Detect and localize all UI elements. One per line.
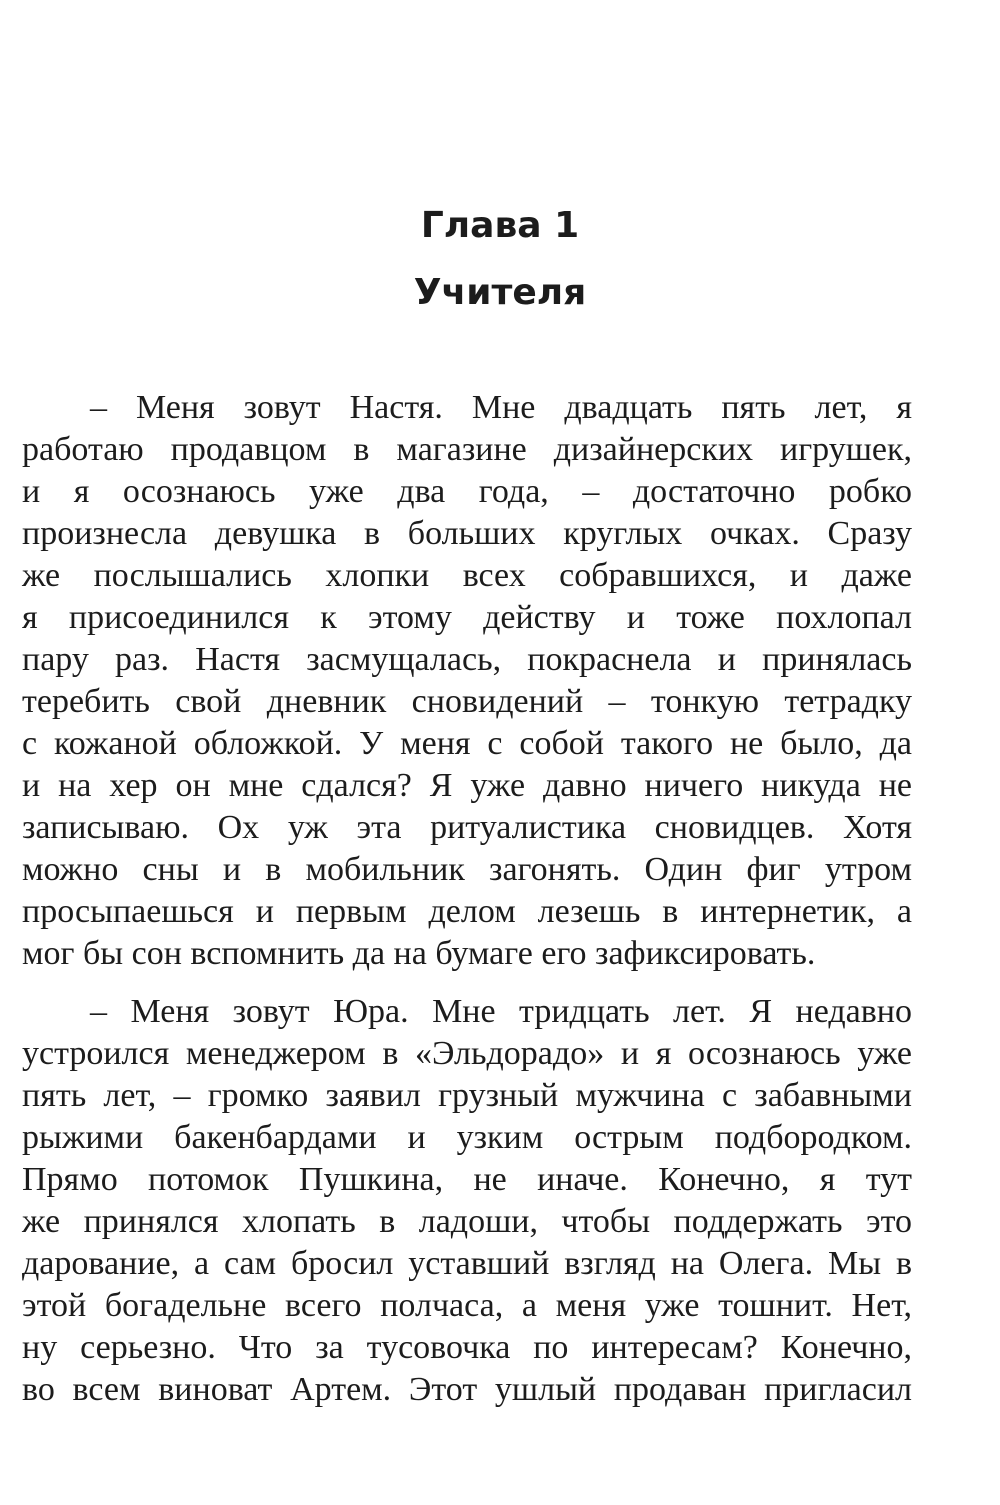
paragraph-1 xyxy=(22,387,912,975)
text-line: во всем виноват Артем. Этот ушлый продаван пригласил xyxy=(22,1371,912,1408)
paragraph-2 xyxy=(22,991,912,1411)
text-line: пару раз. Настя засмущалась, покраснела и принялась xyxy=(22,641,912,678)
text-line: и на хер он мне сдался? Я уже давно ничего никуда не xyxy=(22,767,912,804)
chapter-number: Глава 1 xyxy=(420,205,580,246)
text-line: мог бы сон вспомнить да на бумаге его зафиксировать. xyxy=(22,935,816,972)
text-line: же принялся хлопать в ладоши, чтобы поддержать это xyxy=(22,1203,912,1240)
text-line: Прямо потомок Пушкина, не иначе. Конечно, я тут xyxy=(22,1161,912,1198)
text-line: просыпаешься и первым делом лезешь в интернетик, а xyxy=(22,893,912,930)
text-line: и я осознаюсь уже два года, – достаточно робко xyxy=(22,473,912,510)
text-line: произнесла девушка в больших круглых очках. Сразу xyxy=(22,515,912,552)
text-line: я присоединился к этому действу и тоже похлопал xyxy=(22,599,912,636)
text-line: же послышались хлопки всех собравшихся, и даже xyxy=(22,557,912,594)
text-line: записываю. Ох уж эта ритуалистика сновидцев. Хотя xyxy=(22,809,912,846)
text-line: дарование, а сам бросил уставший взгляд на Олега. Мы в xyxy=(22,1245,912,1282)
text-line: с кожаной обложкой. У меня с собой такого не было, да xyxy=(22,725,912,762)
text-line: ну серьезно. Что за тусовочка по интересам? Конечно, xyxy=(22,1329,912,1366)
text-line: рыжими бакенбардами и узким острым подбородком. xyxy=(22,1119,912,1156)
text-line: пять лет, – громко заявил грузный мужчина с забавными xyxy=(22,1077,912,1114)
text-line: этой богадельне всего полчаса, а меня уже тошнит. Нет, xyxy=(22,1287,912,1324)
text-line: работаю продавцом в магазине дизайнерских игрушек, xyxy=(22,431,912,468)
text-line: устроился менеджером в «Эльдорадо» и я осознаюсь уже xyxy=(22,1035,912,1072)
text-line: – Меня зовут Юра. Мне тридцать лет. Я недавно xyxy=(90,993,912,1030)
text-line: теребить свой дневник сновидений – тонкую тетрадку xyxy=(22,683,912,720)
text-line: – Меня зовут Настя. Мне двадцать пять лет, я xyxy=(90,389,912,426)
chapter-title: Учителя xyxy=(413,272,587,313)
text-line: можно сны и в мобильник загонять. Один фиг утром xyxy=(22,851,912,888)
